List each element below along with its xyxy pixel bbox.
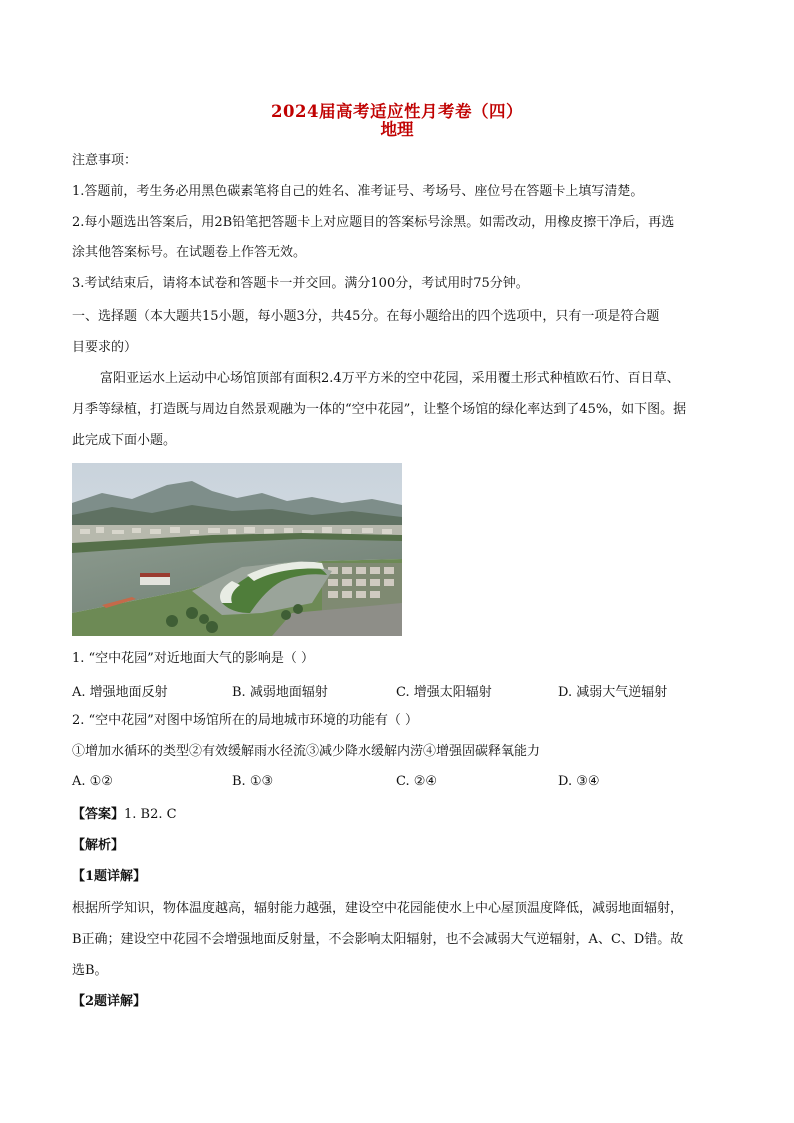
question-1-option-a[interactable]: A. 增强地面反射 bbox=[72, 685, 168, 700]
q1-analysis-line-2: B正确；建设空中花园不会增强地面反射量，不会影响太阳辐射，也不会减弱大气逆辐射，A、C、D错。故 bbox=[72, 932, 684, 947]
notice-item-2: 2.每小题选出答案后，用2B铅笔把答题卡上对应题目的答案标号涂黑。如需改动，用橡皮擦干净后，再选 bbox=[72, 215, 675, 230]
q2-analysis-heading: 【2题详解】 bbox=[72, 994, 147, 1009]
subject-title: 地理 bbox=[380, 120, 414, 139]
question-2-stem: 2. “空中花园”对图中场馆所在的局地城市环境的功能有（ ） bbox=[72, 713, 418, 728]
venue-aerial-photo bbox=[72, 463, 402, 636]
question-1-option-d[interactable]: D. 减弱大气逆辐射 bbox=[558, 685, 668, 700]
q1-analysis-line-3: 选B。 bbox=[72, 963, 108, 978]
question-1-stem: 1. “空中花园”对近地面大气的影响是（ ） bbox=[72, 651, 314, 666]
passage-line-3: 此完成下面小题。 bbox=[72, 433, 177, 448]
notice-item-1: 1.答题前，考生务必用黑色碳素笔将自己的姓名、准考证号、考场号、座位号在答题卡上填写清楚。 bbox=[72, 184, 644, 199]
question-1-option-c[interactable]: C. 增强太阳辐射 bbox=[396, 685, 492, 700]
notice-item-3: 3.考试结束后，请将本试卷和答题卡一并交回。满分100分，考试用时75分钟。 bbox=[72, 276, 529, 291]
exam-title: 2024届高考适应性月考卷（四） bbox=[271, 102, 523, 121]
question-2-option-d[interactable]: D. ③④ bbox=[558, 774, 600, 789]
section-heading-line2: 目要求的） bbox=[72, 340, 138, 355]
section-heading-line1: 一、选择题（本大题共15小题，每小题3分，共45分。在每小题给出的四个选项中，只有一项是符合题 bbox=[72, 309, 660, 324]
question-2-option-a[interactable]: A. ①② bbox=[72, 774, 113, 789]
passage-line-1: 富阳亚运水上运动中心场馆顶部有面积2.4万平方米的空中花园，采用覆土形式种植欧石竹、百日草、 bbox=[100, 371, 680, 386]
answer-row bbox=[72, 806, 722, 824]
answer-label: 【答案】 bbox=[72, 807, 125, 822]
passage-line-2: 月季等绿植，打造既与周边自然景观融为一体的“空中花园”，让整个场馆的绿化率达到了45%，如下图。据 bbox=[72, 402, 687, 417]
question-2-option-c[interactable]: C. ②④ bbox=[396, 774, 438, 789]
notice-item-2-cont: 涂其他答案标号。在试题卷上作答无效。 bbox=[72, 245, 307, 260]
answer-text: 1. B2. C bbox=[124, 807, 177, 822]
question-2-statements: ①增加水循环的类型②有效缓解雨水径流③减少降水缓解内涝④增强固碳释氧能力 bbox=[72, 744, 541, 759]
analysis-label: 【解析】 bbox=[72, 838, 125, 853]
q1-analysis-heading: 【1题详解】 bbox=[72, 869, 147, 884]
notice-heading: 注意事项： bbox=[72, 153, 138, 168]
question-1-option-b[interactable]: B. 减弱地面辐射 bbox=[232, 685, 328, 700]
question-2-option-b[interactable]: B. ①③ bbox=[232, 774, 274, 789]
q1-analysis-line-1: 根据所学知识，物体温度越高，辐射能力越强，建设空中花园能使水上中心屋顶温度降低，减弱地面辐射， bbox=[72, 901, 684, 916]
